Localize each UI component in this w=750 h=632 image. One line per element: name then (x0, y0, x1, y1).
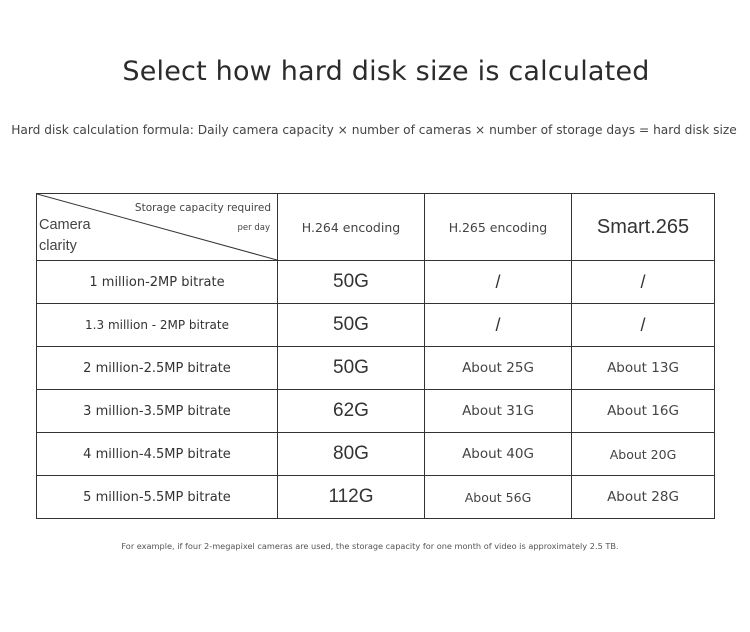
h265-value: / (425, 304, 572, 347)
corner-header-cell (37, 194, 278, 261)
formula-text: Hard disk calculation formula: Daily camera capacity × number of cameras × number of storage days = hard disk size (11, 123, 737, 137)
camera-label: Camera (39, 217, 91, 233)
h264-value: 112G (278, 476, 425, 519)
smart265-value: About 20G (572, 433, 715, 476)
h265-value: / (425, 261, 572, 304)
row-label: 1 million-2MP bitrate (37, 261, 278, 304)
h265-value: About 40G (425, 433, 572, 476)
smart265-value: About 16G (572, 390, 715, 433)
table-row (37, 390, 715, 433)
h265-value: About 25G (425, 347, 572, 390)
example-note: For example, if four 2-megapixel cameras are used, the storage capacity for one month of video is approximately 2.5 TB. (121, 541, 619, 551)
h264-value: 50G (278, 347, 425, 390)
smart265-value: / (572, 261, 715, 304)
storage-capacity-label: Storage capacity required (134, 202, 271, 214)
row-label: 1.3 million - 2MP bitrate (37, 304, 278, 347)
smart265-value: About 28G (572, 476, 715, 519)
h265-value: About 56G (425, 476, 572, 519)
row-label: 2 million-2.5MP bitrate (37, 347, 278, 390)
row-label: 3 million-3.5MP bitrate (37, 390, 278, 433)
header-h264: H.264 encoding (278, 194, 425, 261)
per-day-label: per day (237, 223, 270, 233)
table-row (37, 261, 715, 304)
h264-value: 80G (278, 433, 425, 476)
row-label: 5 million-5.5MP bitrate (37, 476, 278, 519)
smart265-value: / (572, 304, 715, 347)
table-row (37, 476, 715, 519)
table-row (37, 433, 715, 476)
table-header-row (37, 194, 715, 261)
table-row (37, 304, 715, 347)
clarity-label: clarity (39, 238, 77, 254)
table-row (37, 347, 715, 390)
h264-value: 62G (278, 390, 425, 433)
smart265-value: About 13G (572, 347, 715, 390)
page-title: Select how hard disk size is calculated (122, 56, 650, 87)
header-h265: H.265 encoding (425, 194, 572, 261)
row-label: 4 million-4.5MP bitrate (37, 433, 278, 476)
storage-table (36, 193, 715, 519)
h264-value: 50G (278, 261, 425, 304)
header-smart265: Smart.265 (572, 194, 715, 261)
h264-value: 50G (278, 304, 425, 347)
h265-value: About 31G (425, 390, 572, 433)
